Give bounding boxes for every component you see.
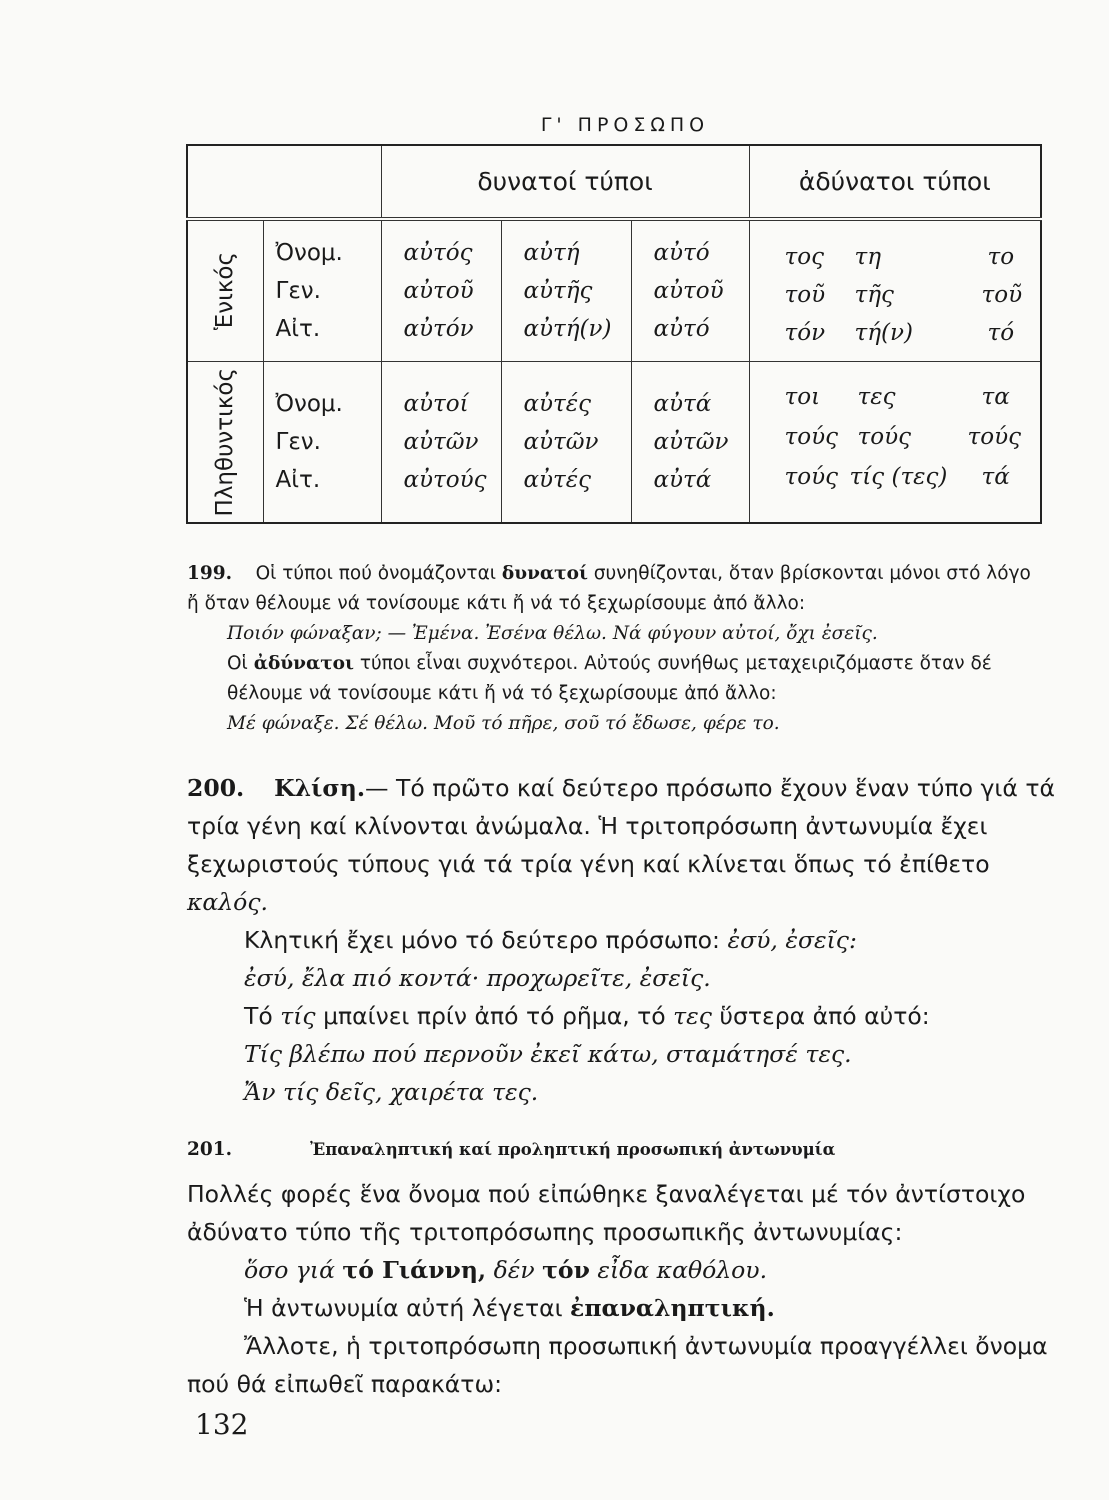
example: ἐσύ, ἔλα πιό κοντά· προχωρεῖτε, ἐσεῖς. [244, 964, 711, 992]
form-cell: τό [987, 320, 1015, 347]
page-title: Γ' ΠΡΟΣΩΠΟ [540, 114, 710, 136]
form-cell: αὐτά [653, 391, 712, 418]
example: Ἄν τίς δεῖς, χαιρέτα τες. [244, 1078, 539, 1106]
form-cell: τῆς [854, 282, 894, 309]
singular-cases [263, 219, 381, 362]
pronoun-table [186, 144, 1042, 524]
section-201 [187, 1128, 1067, 1403]
form-cell: αὐτός [403, 240, 473, 267]
form-cell: τοῦ [981, 282, 1023, 309]
paragraph [187, 559, 1047, 619]
paragraph [187, 769, 1067, 921]
form-cell: τοῦ [784, 282, 826, 309]
form-cell: τος [784, 244, 824, 271]
singular-label: Ἑνικός [212, 252, 239, 331]
table-row-singular [187, 219, 1041, 362]
plural-cases [263, 362, 381, 523]
form-cell: τούς [784, 424, 838, 451]
case-label: Ὀνομ. [275, 240, 343, 267]
singular-fem [501, 219, 631, 362]
section-200 [187, 769, 1067, 1111]
case-label: Αἰτ. [275, 467, 321, 494]
text: ὕστερα ἀπό αὐτό: [711, 1002, 930, 1030]
section-number: 201. [187, 1139, 233, 1160]
text: συνηθίζονται, ὅταν βρίσκονται μόνοι στό λόγο ἤ ὅταν θέλουμε νά τονίσουμε κάτι ἤ νά τό ξεχωρίσουμε ἀπό ἄλλο: [187, 563, 1031, 614]
form-cell: τή(ν) [854, 320, 913, 347]
form-cell: αὐτό [653, 240, 710, 267]
form-cell: τά [981, 464, 1010, 491]
plural-label: Πληθυντικός [212, 367, 239, 517]
header-strong-forms: δυνατοί τύποι [381, 145, 749, 219]
singular-neut [631, 219, 749, 362]
singular-weak-forms [749, 219, 1041, 362]
italic-term: ἐσύ, ἐσεῖς: [727, 926, 857, 954]
text: τύποι εἶναι συχνότεροι. Αὐτούς συνήθως μεταχειριζόμαστε ὅταν δέ θέλουμε νά τονίσουμε κάτι ἤ νά τό ξεχωρίσουμε ἀπό ἄλλο: [227, 653, 992, 704]
text: Οἱ [227, 653, 254, 674]
text: — Τό πρῶτο καί δεύτερο πρόσωπο ἔχουν ἕναν τύπο γιά τά τρία γένη καί κλίνονται ἀνώμαλα. Ἡ τριτοπρόσωπη ἀντωνυμία ἔχει ξεχωριστούς τύπους γιά τά τρία γένη καί κλίνεται ὅπως τό ἐπίθετο [187, 774, 1055, 878]
text: Ἡ ἀντωνυμία αὐτή λέγεται [244, 1294, 571, 1322]
form-cell: αὐτό [653, 316, 710, 343]
form-cell: αὐτούς [403, 467, 487, 494]
italic-term: τίς [280, 1002, 316, 1030]
bold-term: δυνατοί [501, 563, 588, 584]
example: Τίς βλέπω πού περνοῦν ἐκεῖ κάτω, σταμάτησέ τες. [244, 1040, 852, 1068]
paragraph [187, 921, 1067, 959]
form-cell: τοι [784, 384, 821, 411]
text: δέν [486, 1256, 543, 1284]
form-cell: αὐτῶν [523, 429, 599, 456]
paragraph: Ἄλλοτε, ἡ τριτοπρόσωπη προσωπική ἀντωνυμία προαγγέλλει ὄνομα πού θά εἰπωθεῖ παρακάτω: [187, 1332, 1048, 1398]
form-cell: αὐτά [653, 467, 712, 494]
example [187, 1251, 1067, 1289]
form-cell: τα [981, 384, 1010, 411]
form-cell: το [987, 244, 1015, 271]
plural-neut [631, 362, 749, 523]
text: εἶδα καθόλου. [589, 1256, 768, 1284]
form-cell: αὐτῶν [653, 429, 729, 456]
text: Τό [244, 1002, 281, 1030]
example: Μέ φώναξε. Σέ θέλω. Μοῦ τό πῆρε, σοῦ τό ἔδωσε, φέρε το. [227, 713, 780, 734]
form-cell: τούς [967, 424, 1021, 451]
form-cell: αὐτές [523, 467, 591, 494]
form-cell: αὐτόν [403, 316, 474, 343]
paragraph [187, 1289, 1067, 1327]
table-corner-cell [187, 145, 381, 219]
bold-term: τό Γιάννη, [342, 1256, 487, 1284]
form-cell: αὐτῆς [523, 278, 593, 305]
case-label: Γεν. [275, 278, 321, 305]
case-label: Γεν. [275, 429, 321, 456]
form-cell: αὐτοῦ [403, 278, 474, 305]
text: Οἱ τύποι πού ὀνομάζονται [255, 563, 502, 584]
section-heading: Ἐπαναληπτική καί προληπτική προσωπική ἀντωνυμία [310, 1140, 836, 1159]
form-cell: αὐτῶν [403, 429, 479, 456]
plural-weak-forms [749, 362, 1041, 523]
paragraph [187, 997, 1067, 1035]
singular-masc [381, 219, 501, 362]
plural-fem [501, 362, 631, 523]
form-cell: αὐτή [523, 240, 580, 267]
section-heading: Κλίση. [274, 774, 366, 802]
form-cell: αὐτές [523, 391, 591, 418]
section-heading-line [187, 1128, 1067, 1169]
form-cell: τούς [857, 424, 911, 451]
form-cell: αὐτοῦ [653, 278, 724, 305]
table-header-row [187, 145, 1041, 219]
form-cell: αὐτοί [403, 391, 469, 418]
bold-term: ἀδύνατοι [253, 653, 354, 674]
example: Ποιόν φώναξαν; — Ἐμένα. Ἐσένα θέλω. Νά φύγουν αὐτοί, ὄχι ἐσεῖς. [227, 623, 878, 644]
page-number: 132 [195, 1408, 249, 1441]
section-number: 199. [187, 563, 233, 584]
bold-term: ἐπαναληπτική. [570, 1294, 775, 1322]
section-number: 200. [187, 774, 245, 802]
plural-masc [381, 362, 501, 523]
case-label: Αἰτ. [275, 316, 321, 343]
form-cell: τίς (τες) [849, 464, 948, 491]
form-cell: τες [857, 384, 896, 411]
text: Κλητική ἔχει μόνο τό δεύτερο πρόσωπο: [244, 926, 728, 954]
text: ὅσο γιά [244, 1256, 343, 1284]
header-weak-forms: ἀδύνατοι τύποι [749, 145, 1041, 219]
section-199 [187, 559, 1047, 739]
paragraph: Πολλές φορές ἕνα ὄνομα πού εἰπώθηκε ξαναλέγεται μέ τόν ἀντίστοιχο ἀδύνατο τύπο τῆς τριτοπρόσωπης προσωπικῆς ἀντωνυμίας: [187, 1180, 1026, 1246]
italic-term: καλός. [187, 888, 268, 916]
bold-term: τόν [542, 1256, 590, 1284]
form-cell: τούς [784, 464, 838, 491]
table-row-plural [187, 362, 1041, 523]
plural-label-cell [187, 362, 263, 523]
form-cell: αὐτή(ν) [523, 316, 612, 343]
form-cell: τόν [784, 320, 826, 347]
text: μπαίνει πρίν ἀπό τό ρῆμα, τό [315, 1002, 674, 1030]
italic-term: τες [673, 1002, 712, 1030]
singular-label-cell [187, 219, 263, 362]
form-cell: τη [854, 244, 882, 271]
case-label: Ὀνομ. [275, 391, 343, 418]
paragraph [187, 649, 1047, 709]
